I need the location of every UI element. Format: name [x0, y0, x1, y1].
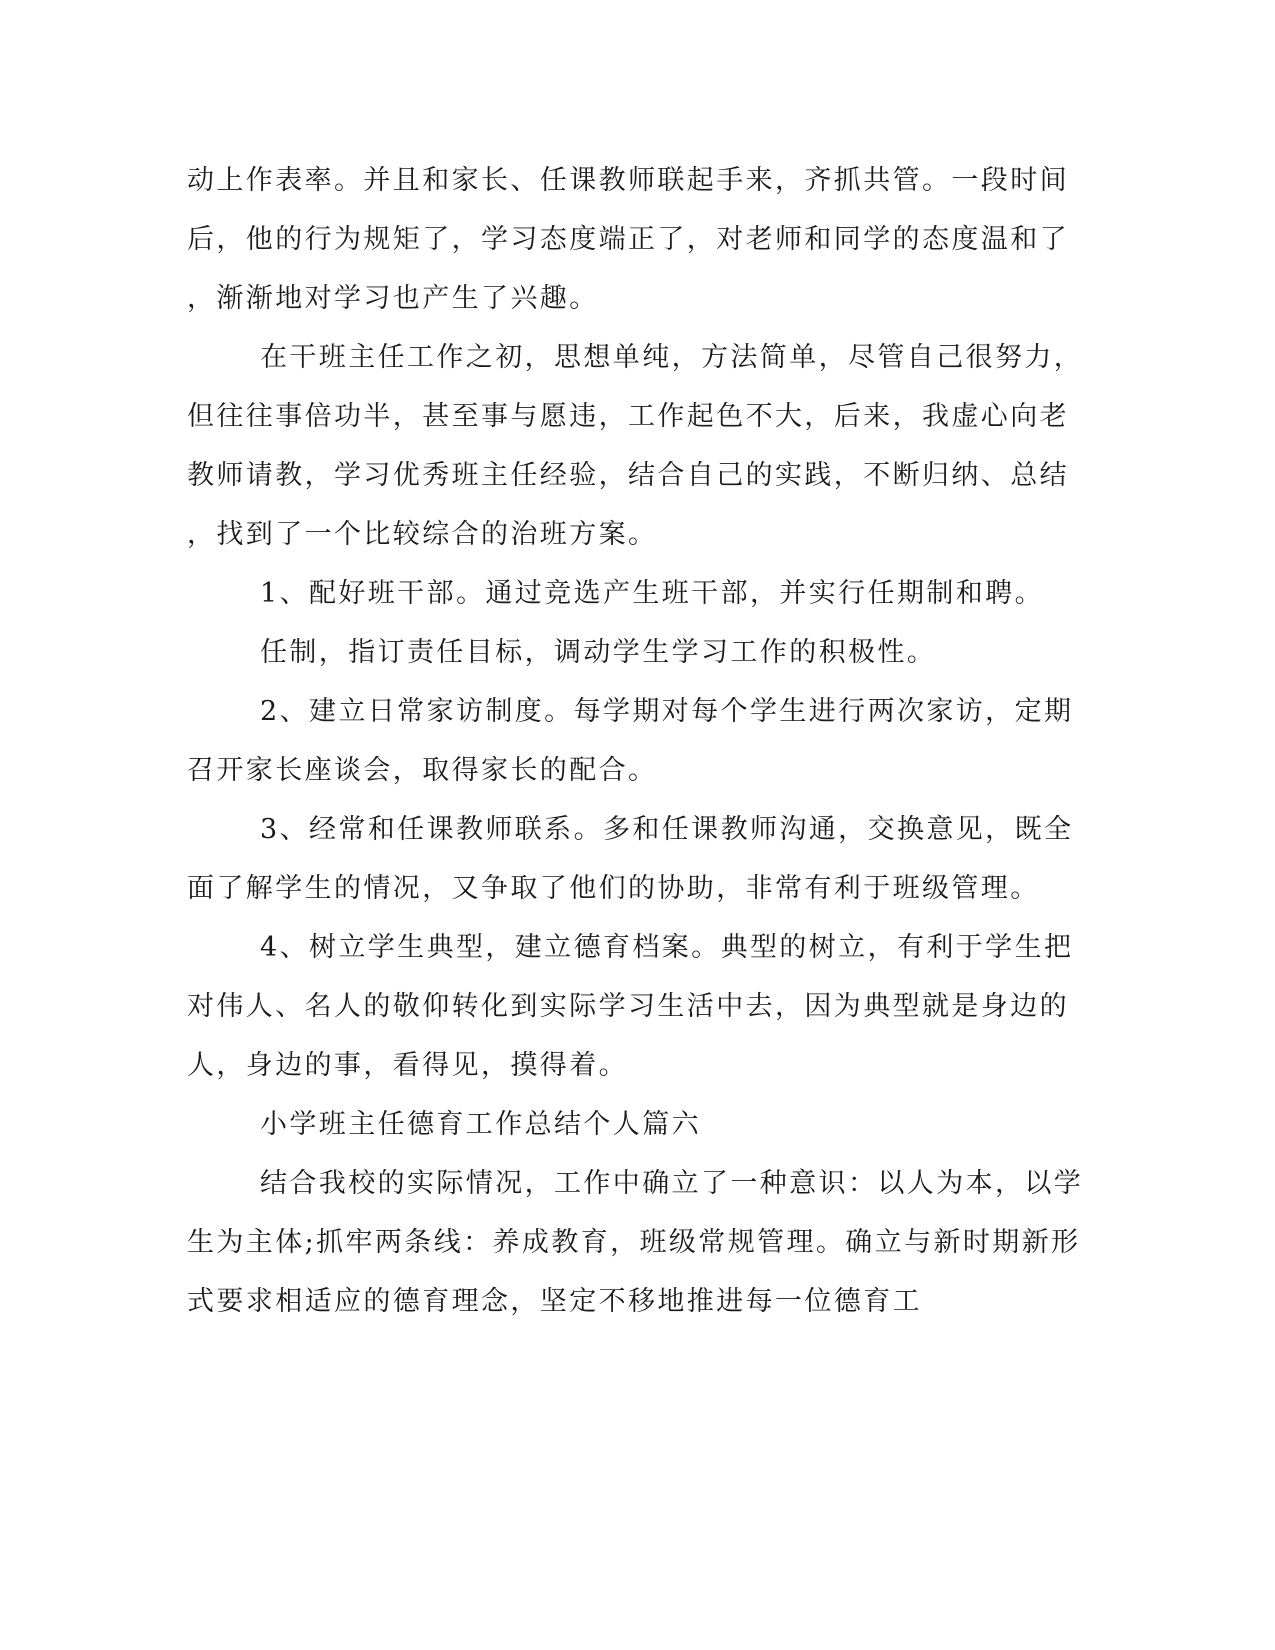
- body-text-line: 生为主体;抓牢两条线：养成教育，班级常规管理。确立与新时期新形: [187, 1227, 1081, 1258]
- body-text-line: 后，他的行为规矩了，学习态度端正了，对老师和同学的态度温和了: [187, 224, 1069, 255]
- body-text-line: 式要求相适应的德育理念，坚定不移地推进每一位德育工: [187, 1286, 922, 1317]
- list-item-line: 1、配好班干部。通过竞选产生班干部，并实行任期制和聘。: [260, 578, 1044, 609]
- list-item-line: 4、树立学生典型，建立德育档案。典型的树立，有利于学生把: [260, 932, 1074, 963]
- list-item-line: 3、经常和任课教师联系。多和任课教师沟通，交换意见，既全: [260, 814, 1074, 845]
- body-text-line: ，找到了一个比较综合的治班方案。: [187, 519, 658, 550]
- body-text-line: 但往往事倍功半，甚至事与愿违，工作起色不大，后来，我虚心向老: [187, 401, 1069, 432]
- body-text-line: 召开家长座谈会，取得家长的配合。: [187, 755, 658, 786]
- body-text-line: 任制，指订责任目标，调动学生学习工作的积极性。: [260, 637, 937, 668]
- list-item-line: 2、建立日常家访制度。每学期对每个学生进行两次家访，定期: [260, 696, 1074, 727]
- body-text-line: ，渐渐地对学习也产生了兴趣。: [187, 283, 599, 314]
- body-text-line: 教师请教，学习优秀班主任经验，结合自己的实践，不断归纳、总结: [187, 460, 1069, 491]
- body-text-line: 人，身边的事，看得见，摸得着。: [187, 1050, 628, 1081]
- body-text-line: 动上作表率。并且和家长、任课教师联起手来，齐抓共管。一段时间: [187, 165, 1069, 196]
- body-text-line: 面了解学生的情况，又争取了他们的协助，非常有利于班级管理。: [187, 873, 1040, 904]
- section-heading: 小学班主任德育工作总结个人篇六: [260, 1109, 701, 1140]
- body-text-line: 结合我校的实际情况，工作中确立了一种意识：以人为本，以学: [260, 1168, 1084, 1199]
- body-text-line: 对伟人、名人的敬仰转化到实际学习生活中去，因为典型就是身边的: [187, 991, 1069, 1022]
- body-text-line: 在干班主任工作之初，思想单纯，方法简单，尽管自己很努力，: [260, 342, 1084, 373]
